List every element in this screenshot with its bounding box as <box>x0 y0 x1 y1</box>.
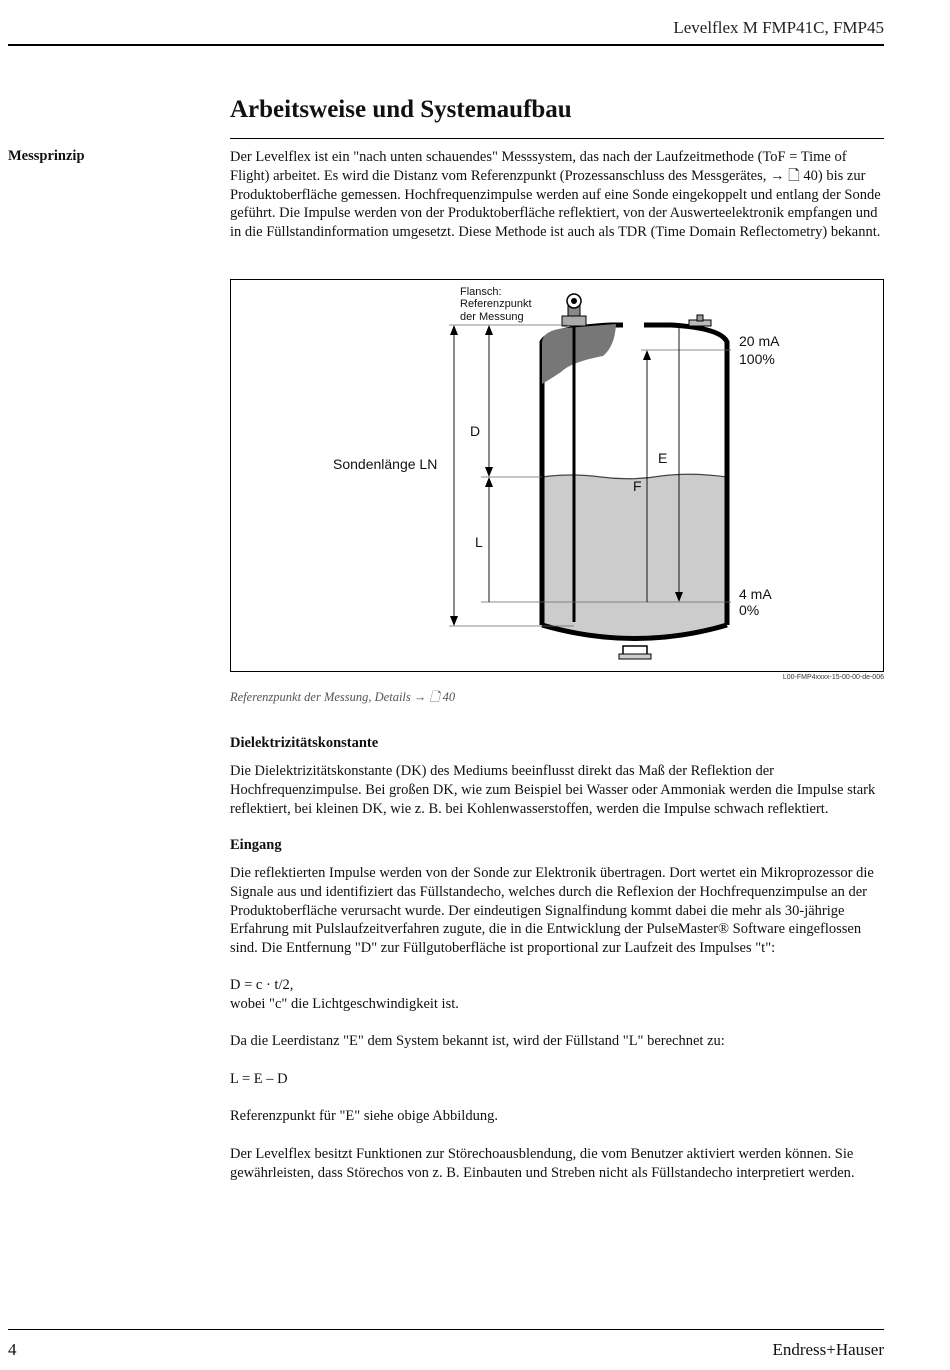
page-number: 4 <box>8 1340 17 1359</box>
tank-diagram <box>230 279 884 672</box>
messprinzip-label: Messprinzip <box>8 148 85 164</box>
flansch-label-2: Referenzpunkt <box>460 298 532 310</box>
flansch-label-3: der Messung <box>460 311 524 323</box>
l-arrow-top <box>485 477 493 487</box>
messprinzip-paragraph: Der Levelflex ist ein "nach unten schauendes" Messsystem, das nach der Laufzeitmethode (ToF = Time of Flight) arbeitet. Es wird die Distanz vom Referenzpunkt (Prozessanschluss des Messgerätes, → 🗋 40) bis zur Produktoberfläche gemessen. Hochfrequenzimpulse werden auf eine Sonde eingekoppelt und entlang der Sonde geführt. Die Impulse werden von der Produktoberfläche reflektiert, von der Auswerteelektronik empfangen und in die Füllstandinformation umgesetzt. Diese Methode ist auch als TDR (Time Domain Reflectometry) bekannt. <box>230 149 881 241</box>
footer-rule <box>8 1329 884 1330</box>
ln-arrow-top <box>450 325 458 335</box>
dk-paragraph: Die Dielektrizitätskonstante (DK) des Mediums beeinflusst direkt das Maß der Reflektion der Hochfrequenzimpulse. Bei großen DK, wie zum Beispiel bei Wasser oder Ammoniak werden die Impulse stark reflektiert, bei kleinen DK, wie z. B. bei Kohlenwasserstoffen, werden die Impulse schwach reflektiert. <box>230 763 876 817</box>
d-label: D <box>470 423 481 439</box>
transmitter-dot <box>571 298 577 304</box>
d-arrow-top <box>485 325 493 335</box>
tank-diagram-svg <box>231 280 883 671</box>
header-rule <box>8 44 884 46</box>
instrument-flange <box>562 316 586 326</box>
dk-heading: Dielektrizitätskonstante <box>230 735 379 751</box>
flansch-label-1: Flansch: <box>460 286 502 298</box>
bottom-ma-label: 4 mA <box>739 586 772 602</box>
eingang-paragraph-1: Die reflektierten Impulse werden von der Sonde zur Elektronik übertragen. Dort wertet ein Mikroprozessor die Signale aus und identifiziert das Füllstandecho, welches durch die Reflexion der Hochfrequenzimpulse an der Produktoberfläche verursacht wurde. Der eindeutigen Signalfindung kommt dabei die mehr als 30-jährige Erfahrung mit Pulslaufzeitverfahren zugute, die in die Entwicklung der PulseMaster® Software eingeflossen sind. Die Entfernung "D" zur Füllgutoberfläche ist proportional zur Laufzeit des Impulses "t": <box>230 865 874 957</box>
eingang-heading: Eingang <box>230 837 282 853</box>
liquid-fill <box>542 474 727 638</box>
figure-id: L00-FMP4xxxx-15-00-00-de-006 <box>782 674 884 681</box>
ln-arrow-bottom <box>450 616 458 626</box>
f-label: F <box>633 478 642 494</box>
header-title: Levelflex M FMP41C, FMP45 <box>673 18 884 37</box>
formula-d: D = c · t/2, <box>230 977 294 993</box>
e-label: E <box>658 450 668 466</box>
bottom-percent-label: 0% <box>739 602 760 618</box>
sondenlaenge-label: Sondenlänge LN <box>333 456 438 472</box>
formula-l: L = E – D <box>230 1071 288 1087</box>
eingang-paragraph-3: Referenzpunkt für "E" siehe obige Abbildung. <box>230 1108 498 1124</box>
right-nozzle-cap <box>697 315 703 321</box>
figure-caption: Referenzpunkt der Messung, Details → 🗋 40 <box>230 690 456 704</box>
formula-d-note: wobei "c" die Lichtgeschwindigkeit ist. <box>230 996 459 1012</box>
brand-name: Endress+Hauser <box>772 1340 884 1359</box>
top-ma-label: 20 mA <box>739 333 780 349</box>
section-title: Arbeitsweise und Systemaufbau <box>230 96 572 123</box>
eingang-paragraph-4: Der Levelflex besitzt Funktionen zur Störechoausblendung, die vom Benutzer aktiviert werden können. Sie gewährleisten, dass Störechos von z. B. Einbauten und Streben nicht als Füllstandecho interpretiert werden. <box>230 1146 855 1181</box>
eingang-paragraph-2: Da die Leerdistanz "E" dem System bekannt ist, wird der Füllstand "L" berechnet zu: <box>230 1033 725 1049</box>
d-arrow-bottom <box>485 467 493 477</box>
buildup-blob <box>542 324 616 384</box>
l-label: L <box>475 534 483 550</box>
f-arrow-top <box>643 350 651 360</box>
bottom-flange <box>619 654 651 659</box>
top-percent-label: 100% <box>739 351 775 367</box>
section-rule <box>230 138 884 139</box>
